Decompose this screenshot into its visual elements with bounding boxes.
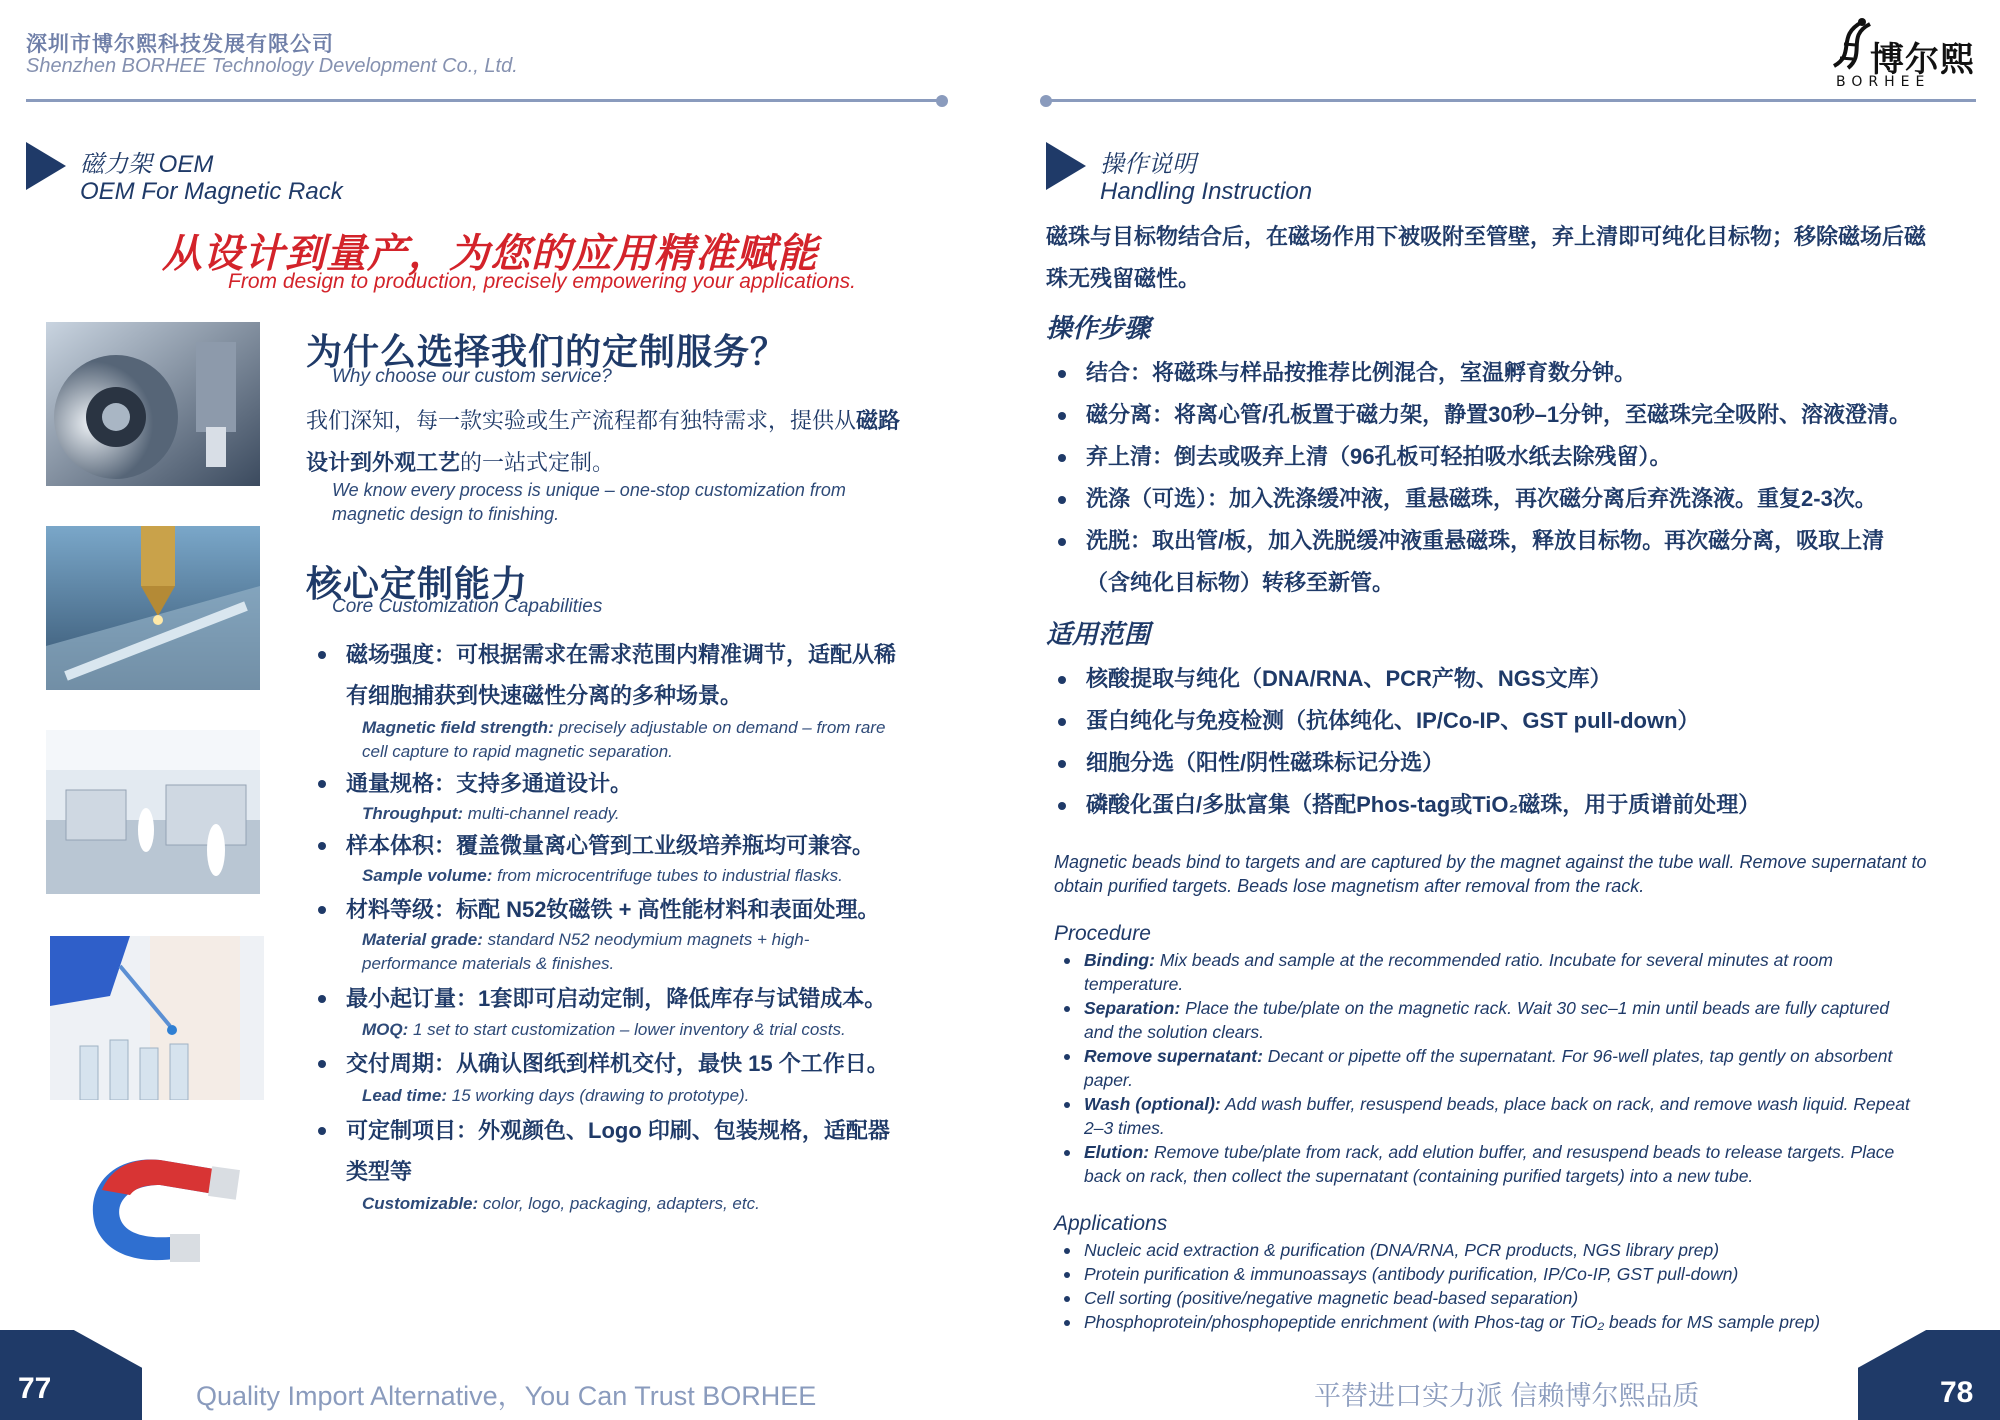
slogan-en: From design to production, precisely empowering your applications.	[228, 270, 856, 293]
laser-cutting-photo	[46, 526, 260, 690]
en-procedure-heading: Procedure	[1054, 922, 1151, 945]
step-item: 洗脱：取出管/板，加入洗脱缓冲液重悬磁珠，释放目标物。再次磁分离，吸取上清	[1086, 528, 1885, 553]
bullet-icon	[1058, 676, 1066, 684]
capability-item-en: Magnetic field strength: precisely adjustable on demand – from rare	[362, 718, 886, 737]
footer-slogan-cn: 平替进口实力派 信赖博尔熙品质	[1314, 1381, 1700, 1411]
bullet-icon	[1064, 1150, 1070, 1156]
bullet-icon	[1064, 1296, 1070, 1302]
logo-text-cn: 博尔熙	[1870, 41, 1975, 79]
en-procedure-item: 2–3 times.	[1084, 1118, 1165, 1138]
bullet-icon	[1064, 1248, 1070, 1254]
capability-item-en: MOQ: 1 set to start customization – lower inventory & trial costs.	[362, 1020, 846, 1039]
capability-item-en: performance materials & finishes.	[362, 954, 615, 973]
step-item: （含纯化目标物）转移至新管。	[1086, 570, 1395, 595]
bullet-icon	[1058, 412, 1066, 420]
en-application-item: Cell sorting (positive/negative magnetic bead-based separation)	[1084, 1288, 1579, 1308]
bullet-icon	[1058, 496, 1066, 504]
en-intro-2: obtain purified targets. Beads lose magnetism after removal from the rack.	[1054, 876, 1645, 896]
en-procedure-item: and the solution clears.	[1084, 1022, 1264, 1042]
bullet-icon	[1058, 802, 1066, 810]
dna-logo-icon	[1826, 14, 1874, 70]
step-item: 弃上清：倒去或吸弃上清（96孔板可轻拍吸水纸去除残留）。	[1086, 444, 1672, 469]
company-name-en: Shenzhen BORHEE Technology Development Co., Ltd.	[26, 55, 518, 77]
application-item: 蛋白纯化与免疫检测（抗体纯化、IP/Co-IP、GST pull-down）	[1086, 708, 1700, 733]
cnc-machining-photo	[46, 322, 260, 486]
bullet-icon	[318, 906, 326, 914]
en-procedure-item: back on rack, then collect the supernatant (containing purified targets) into a new tube.	[1084, 1166, 1754, 1186]
en-intro-1: Magnetic beads bind to targets and are captured by the magnet against the tube wall. Remove supernatant to	[1054, 852, 1927, 872]
capability-item-cn: 磁场强度：可根据需求在需求范围内精准调节，适配从稀	[346, 642, 897, 667]
bullet-icon	[1058, 718, 1066, 726]
slogan-cn: 从设计到量产，为您的应用精准赋能	[162, 232, 818, 276]
en-application-item: Protein purification & immunoassays (antibody purification, IP/Co-IP, GST pull-down)	[1084, 1264, 1739, 1284]
capability-item-cn: 交付周期：从确认图纸到样机交付，最快 15 个工作日。	[346, 1051, 889, 1076]
bullet-icon	[1064, 1320, 1070, 1326]
bullet-icon	[1064, 1006, 1070, 1012]
step-item: 磁分离：将离心管/孔板置于磁力架，静置30秒–1分钟，至磁珠完全吸附、溶液澄清。	[1086, 402, 1912, 427]
application-item: 磷酸化蛋白/多肽富集（搭配Phos-tag或TiO₂磁珠，用于质谱前处理）	[1086, 792, 1761, 817]
steps-heading: 操作步骤	[1046, 313, 1151, 343]
right-header-rule	[1046, 99, 1976, 102]
bullet-icon	[1058, 538, 1066, 546]
section-marker-icon	[1046, 142, 1086, 190]
capability-item-cn: 有细胞捕获到快速磁性分离的多种场景。	[346, 683, 743, 708]
capability-item-en: Sample volume: from microcentrifuge tubes to industrial flasks.	[362, 866, 843, 885]
en-applications-heading: Applications	[1054, 1212, 1168, 1235]
left-header-rule-dot	[936, 95, 948, 107]
logo-text-en: BORHEE	[1836, 74, 1931, 90]
en-procedure-item: Wash (optional): Add wash buffer, resuspend beads, place back on rack, and remove wash liquid. Repeat	[1084, 1094, 1910, 1114]
why-body-en-1: We know every process is unique – one-stop customization from	[332, 480, 846, 500]
capability-item-cn: 最小起订量：1套即可启动定制，降低库存与试错成本。	[346, 986, 887, 1011]
why-body-bold-1: 磁路	[856, 408, 901, 433]
left-section-title-cn: 磁力架 OEM	[80, 151, 214, 178]
application-item: 核酸提取与纯化（DNA/RNA、PCR产物、NGS文库）	[1086, 666, 1612, 691]
en-procedure-item: Remove supernatant: Decant or pipette off the supernatant. For 96-well plates, tap gently on absorbent	[1084, 1046, 1893, 1066]
capability-item-cn: 可定制项目：外观颜色、Logo 印刷、包装规格，适配器	[346, 1118, 890, 1143]
capability-item-en: Throughput: multi-channel ready.	[362, 804, 620, 823]
capability-item-cn: 材料等级：标配 N52钕磁铁 + 高性能材料和表面处理。	[346, 897, 880, 922]
bullet-icon	[1064, 1054, 1070, 1060]
section-marker-icon	[26, 142, 66, 190]
why-body-bold-2: 设计到外观工艺	[306, 450, 461, 475]
pipette-lab-photo	[50, 936, 264, 1100]
capability-item-en: Material grade: standard N52 neodymium magnets + high-	[362, 930, 810, 949]
en-procedure-item: Elution: Remove tube/plate from rack, add elution buffer, and resuspend beads to release targets. Place	[1084, 1142, 1895, 1162]
bullet-icon	[1058, 454, 1066, 462]
applications-heading: 适用范围	[1046, 619, 1151, 649]
intro-line-2: 珠无残留磁性。	[1046, 266, 1201, 291]
bullet-icon	[1064, 1272, 1070, 1278]
why-body-text-2: 的一站式定制。	[460, 450, 615, 475]
capability-item-en: cell capture to rapid magnetic separation.	[362, 742, 673, 761]
step-item: 洗涤（可选）：加入洗涤缓冲液，重悬磁珠，再次磁分离后弃洗涤液。重复2-3次。	[1086, 486, 1877, 511]
capability-item-cn: 类型等	[346, 1159, 413, 1184]
right-section-title-cn: 操作说明	[1100, 151, 1196, 178]
bullet-icon	[318, 842, 326, 850]
cleanroom-lab-photo	[46, 730, 260, 894]
right-section-title-en: Handling Instruction	[1100, 178, 1313, 205]
en-procedure-item: paper.	[1084, 1070, 1133, 1090]
footer-right-tab	[1858, 1330, 2000, 1420]
bullet-icon	[318, 1127, 326, 1135]
bullet-icon	[318, 651, 326, 659]
application-item: 细胞分选（阳性/阴性磁珠标记分选）	[1086, 750, 1445, 775]
left-section-title-en: OEM For Magnetic Rack	[80, 178, 343, 205]
core-title: 核心定制能力	[306, 563, 529, 604]
why-body-text-1: 我们深知，每一款实验或生产流程都有独特需求，提供从	[306, 408, 857, 433]
bullet-icon	[318, 995, 326, 1003]
bullet-icon	[1064, 1102, 1070, 1108]
en-application-item: Phosphoprotein/phosphopeptide enrichment (with Phos-tag or TiO₂ beads for MS sample prep)	[1084, 1312, 1821, 1332]
capability-item-cn: 样本体积：覆盖微量离心管到工业级培养瓶均可兼容。	[346, 833, 875, 858]
en-application-item: Nucleic acid extraction & purification (DNA/RNA, PCR products, NGS library prep)	[1084, 1240, 1720, 1260]
core-subtitle: Core Customization Capabilities	[332, 596, 603, 617]
page-number-left: 77	[18, 1372, 52, 1405]
en-procedure-item: Separation: Place the tube/plate on the magnetic rack. Wait 30 sec–1 min until beads are fully captured	[1084, 998, 1890, 1018]
capability-item-en: Lead time: 15 working days (drawing to prototype).	[362, 1086, 750, 1105]
capability-item-cn: 通量规格：支持多通道设计。	[346, 771, 633, 796]
horseshoe-magnet-icon	[70, 1140, 250, 1280]
left-header-rule	[26, 99, 940, 102]
capability-item-en: Customizable: color, logo, packaging, adapters, etc.	[362, 1194, 760, 1213]
bullet-icon	[1058, 370, 1066, 378]
bullet-icon	[1064, 958, 1070, 964]
footer-slogan-en: Quality Import Alternative，You Can Trust BORHEE	[196, 1381, 817, 1411]
en-procedure-item: temperature.	[1084, 974, 1184, 994]
en-procedure-item: Binding: Mix beads and sample at the recommended ratio. Incubate for several minutes at room	[1084, 950, 1833, 970]
why-subtitle: Why choose our custom service?	[332, 366, 612, 387]
why-body-cn	[306, 400, 946, 484]
step-item: 结合：将磁珠与样品按推荐比例混合，室温孵育数分钟。	[1086, 360, 1637, 385]
intro-line-1: 磁珠与目标物结合后，在磁场作用下被吸附至管壁，弃上清即可纯化目标物；移除磁场后磁	[1046, 224, 1927, 249]
bullet-icon	[318, 780, 326, 788]
why-body-en-2: magnetic design to finishing.	[332, 504, 560, 524]
company-name-cn: 深圳市博尔熙科技发展有限公司	[26, 33, 334, 56]
why-title: 为什么选择我们的定制服务？	[306, 331, 788, 372]
page-number-right: 78	[1940, 1376, 1974, 1409]
borhee-logo	[1826, 14, 1976, 90]
bullet-icon	[1058, 760, 1066, 768]
bullet-icon	[318, 1060, 326, 1068]
